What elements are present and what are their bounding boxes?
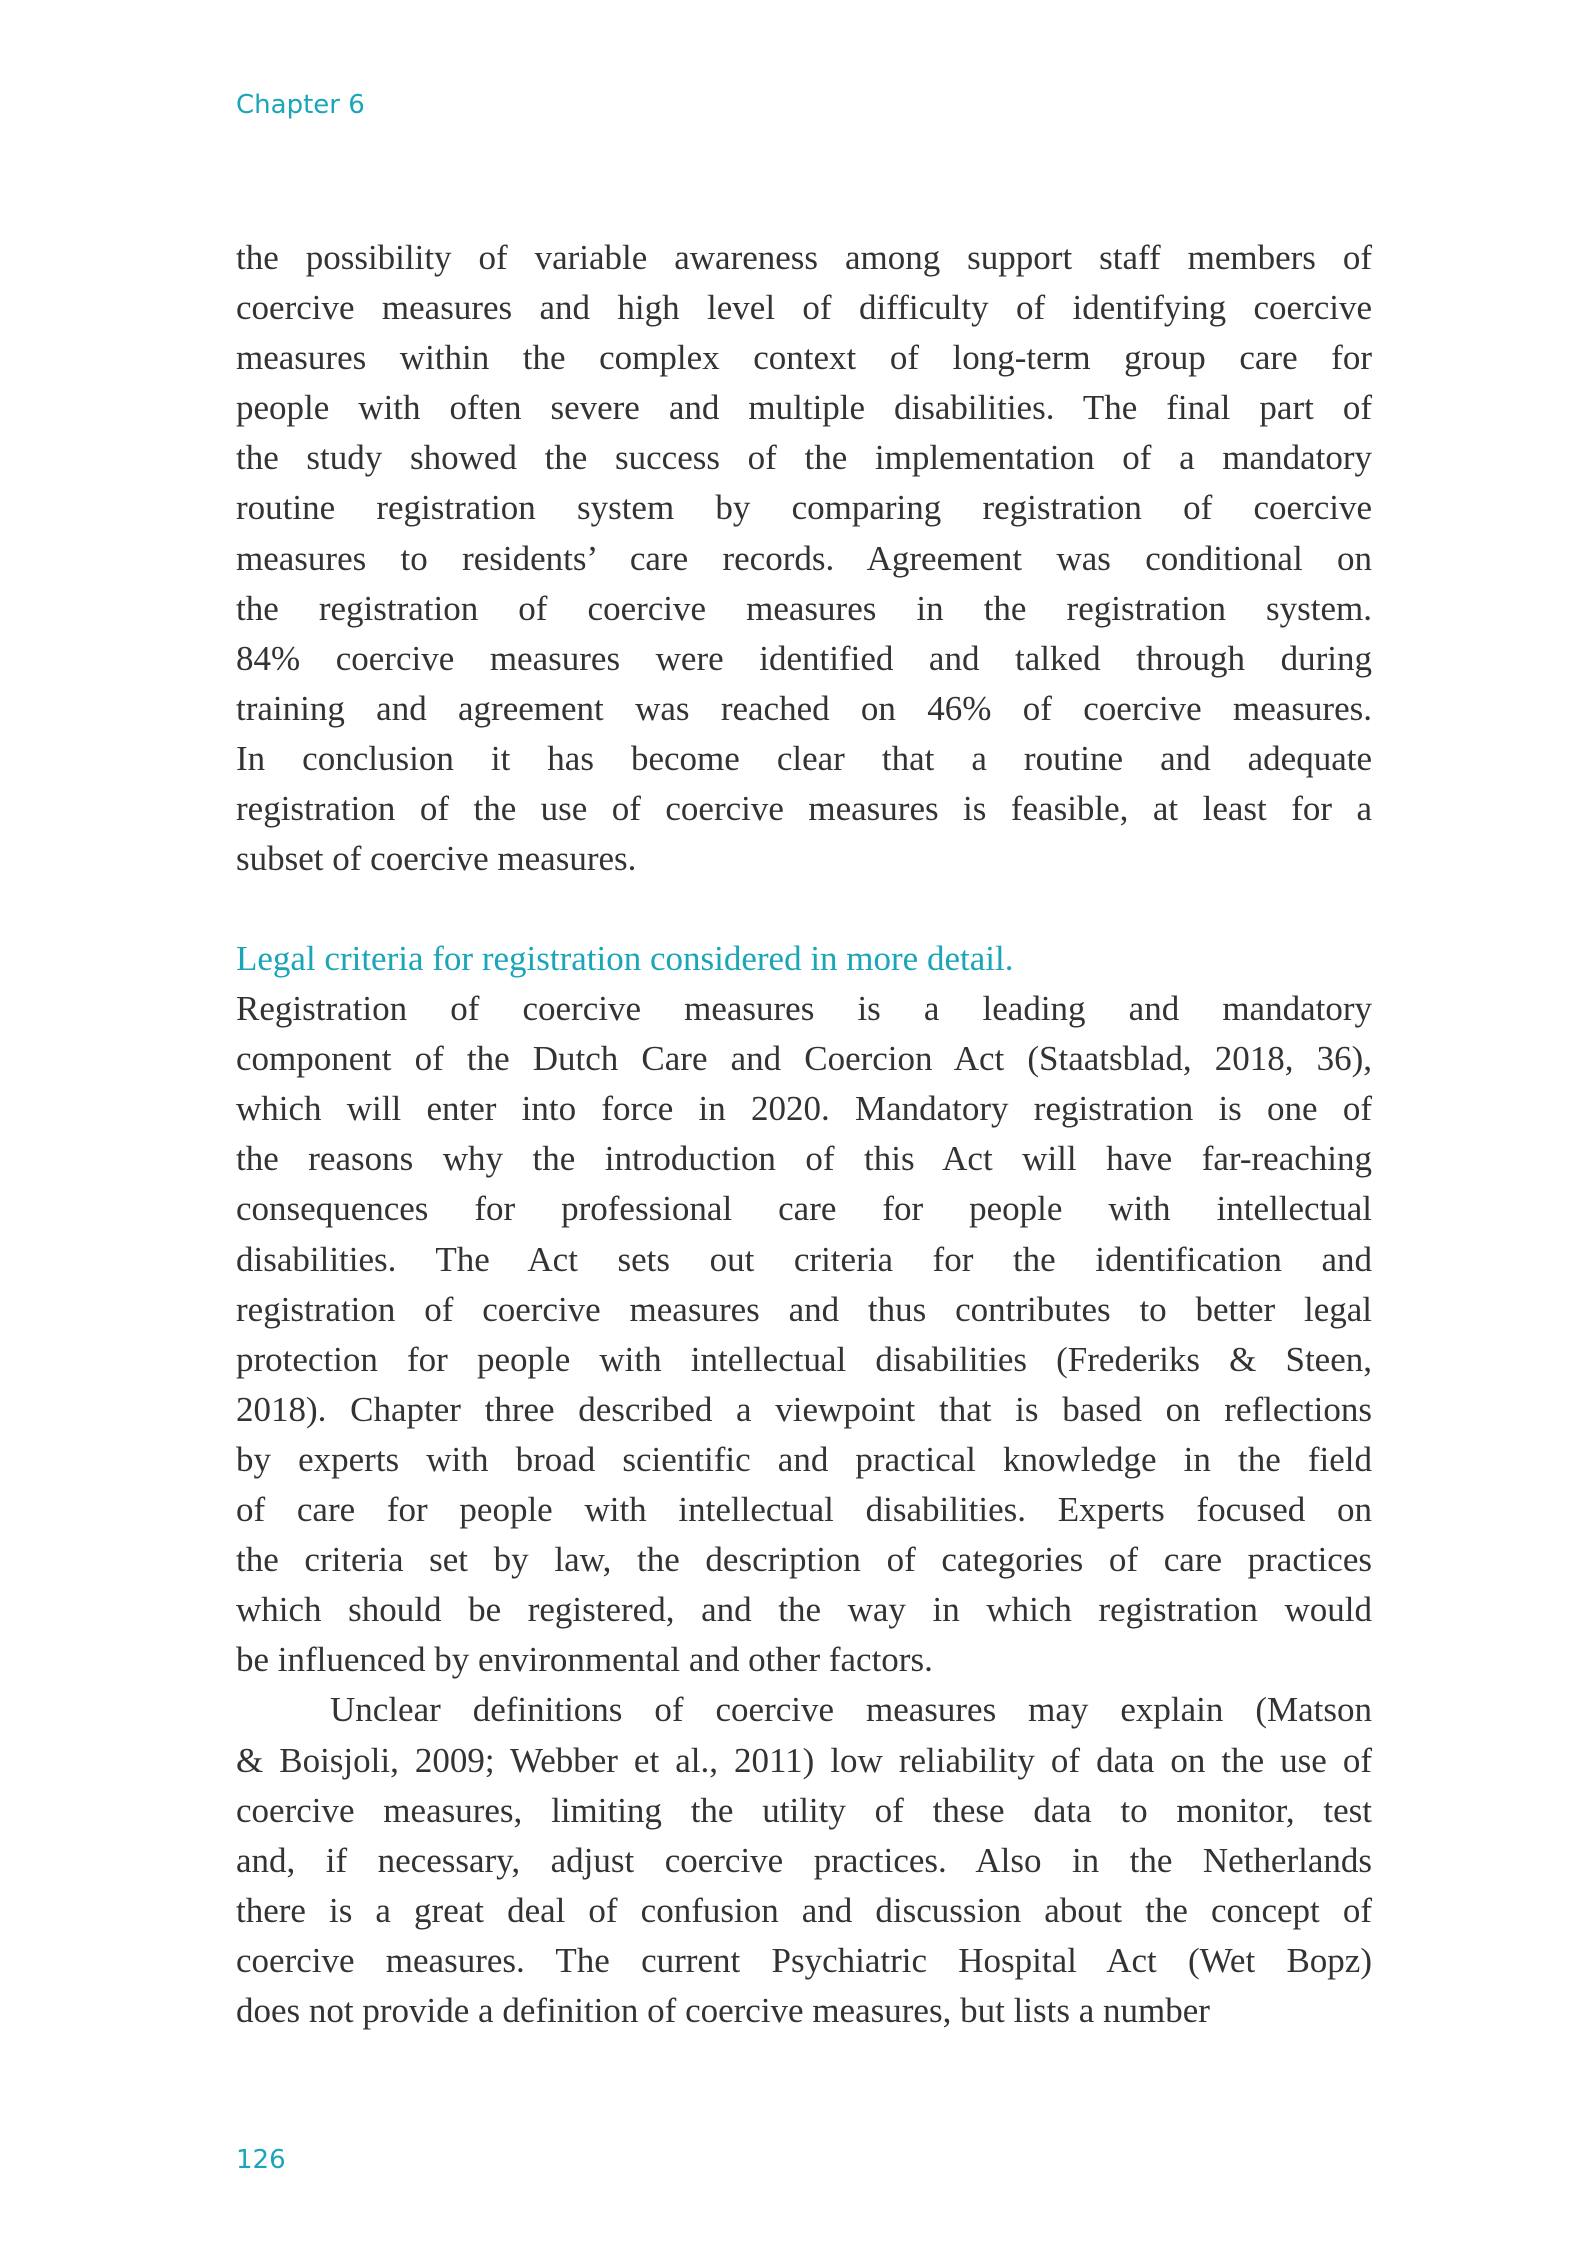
- text-line: which will enter into force in 2020. Mandatory registration is one of: [236, 1089, 1372, 1129]
- text-line: people with often severe and multiple disabilities. The final part of: [236, 388, 1372, 428]
- text-line: registration of the use of coercive measures is feasible, at least for a: [236, 789, 1372, 829]
- text-line: In conclusion it has become clear that a routine and adequate: [236, 738, 1372, 778]
- text-line: the criteria set by law, the description of categories of care practices: [236, 1540, 1372, 1580]
- text-line: & Boisjoli, 2009; Webber et al., 2011) low reliability of data on the use of: [236, 1740, 1372, 1780]
- text-line: the study showed the success of the implementation of a mandatory: [236, 438, 1372, 478]
- text-line: and, if necessary, adjust coercive practices. Also in the Netherlands: [236, 1840, 1372, 1880]
- text-line: registration of coercive measures and thus contributes to better legal: [236, 1289, 1372, 1329]
- text-line: by experts with broad scientific and practical knowledge in the field: [236, 1439, 1372, 1479]
- section: [236, 934, 1372, 2036]
- text-line: be influenced by environmental and other factors.: [236, 1640, 933, 1680]
- page-number: 126: [236, 2145, 286, 2175]
- text-line: consequences for professional care for people with intellectual: [236, 1189, 1372, 1229]
- text-line: does not provide a definition of coercive measures, but lists a number: [236, 1990, 1210, 2030]
- text-line: the reasons why the introduction of this Act will have far-reaching: [236, 1139, 1372, 1179]
- text-line: the possibility of variable awareness among support staff members of: [236, 238, 1372, 277]
- text-line: component of the Dutch Care and Coercion Act (Staatsblad, 2018, 36),: [236, 1039, 1372, 1079]
- text-line: training and agreement was reached on 46% of coercive measures.: [236, 688, 1372, 728]
- text-line: which should be registered, and the way in which registration would: [236, 1590, 1372, 1630]
- text-line: routine registration system by comparing registration of coercive: [236, 488, 1372, 528]
- text-line: subset of coercive measures.: [236, 839, 637, 879]
- text-line: the registration of coercive measures in the registration system.: [236, 588, 1372, 628]
- text-line: protection for people with intellectual disabilities (Frederiks & Steen,: [236, 1339, 1372, 1379]
- text-line: Unclear definitions of coercive measures may explain (Matson: [330, 1690, 1372, 1730]
- section-heading: Legal criteria for registration considered in more detail.: [236, 939, 1014, 978]
- text-line: there is a great deal of confusion and discussion about the concept of: [236, 1890, 1372, 1930]
- text-line: measures within the complex context of long-term group care for: [236, 338, 1372, 378]
- running-head: Chapter 6: [236, 90, 365, 120]
- paragraph-2: [236, 984, 1372, 1685]
- text-line: coercive measures and high level of difficulty of identifying coercive: [236, 288, 1372, 328]
- text-line: of care for people with intellectual disabilities. Experts focused on: [236, 1490, 1372, 1530]
- text-line: disabilities. The Act sets out criteria for the identification and: [236, 1239, 1372, 1279]
- text-line: coercive measures, limiting the utility of these data to monitor, test: [236, 1790, 1372, 1830]
- text-line: 2018). Chapter three described a viewpoint that is based on reflections: [236, 1389, 1372, 1429]
- paragraph-1: [236, 233, 1372, 884]
- text-line: 84% coercive measures were identified and talked through during: [236, 638, 1372, 678]
- text-line: Registration of coercive measures is a leading and mandatory: [236, 989, 1372, 1029]
- text-line: measures to residents’ care records. Agreement was conditional on: [236, 538, 1372, 578]
- text-line: coercive measures. The current Psychiatric Hospital Act (Wet Bopz): [236, 1940, 1372, 1980]
- paragraph-3: [236, 1685, 1372, 2036]
